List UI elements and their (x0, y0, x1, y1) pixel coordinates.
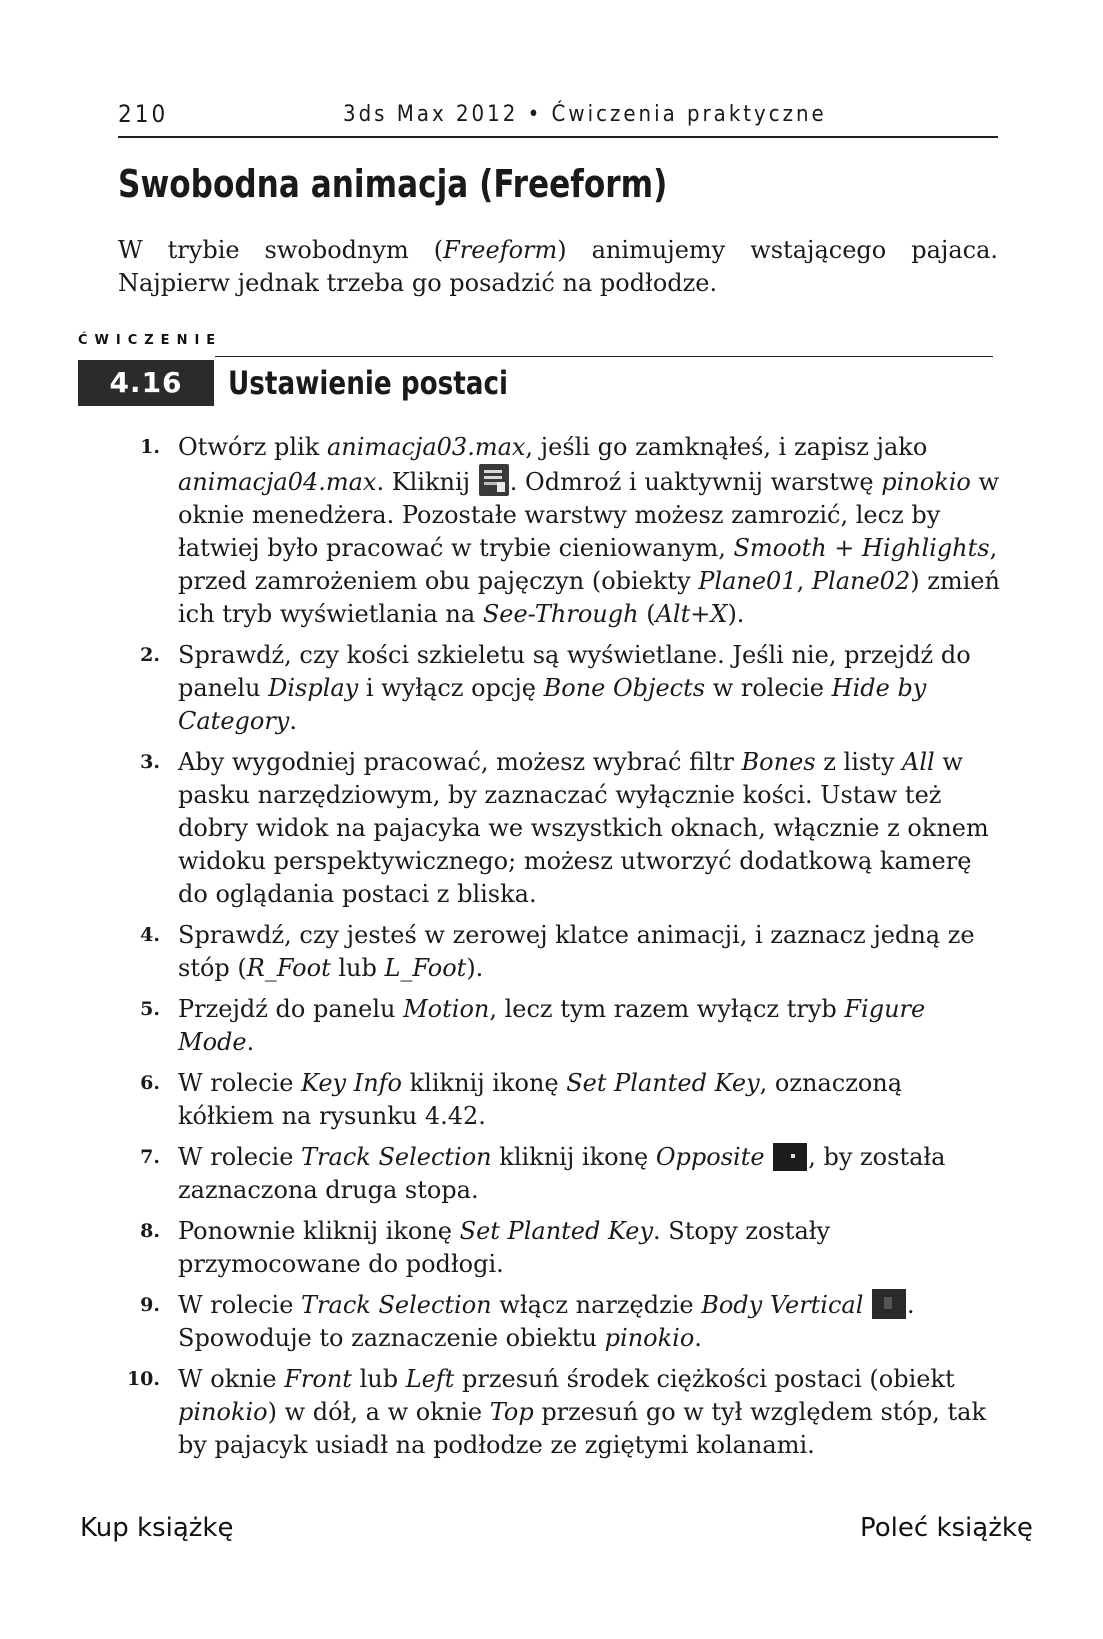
italic-term: Smooth + Highlights (733, 534, 990, 562)
text-run: ). (466, 954, 484, 982)
italic-term: animacja03.max (326, 433, 526, 461)
text-run: , oznaczoną kółkiem na rysunku 4.42. (178, 1069, 903, 1130)
text-run: Otwórz plik (178, 433, 327, 461)
text-run: z listy (815, 748, 903, 776)
intro-paragraph (118, 234, 998, 300)
step-number: 1. (140, 436, 160, 458)
exercise-title: Ustawienie postaci (228, 364, 509, 402)
text-run: ) zmień ich tryb wyświetlania na (178, 567, 1000, 628)
step-item (130, 1067, 1000, 1133)
italic-term: Set Planted Key (566, 1069, 760, 1097)
step-number: 2. (140, 644, 160, 666)
text-run: W rolecie (178, 1143, 302, 1171)
step-item (130, 1289, 1000, 1355)
italic-term: Front (284, 1365, 352, 1393)
step-item (126, 1363, 1000, 1462)
unfreeze-layer-icon (479, 464, 509, 496)
italic-term: Opposite (655, 1143, 765, 1171)
step-number: 7. (140, 1146, 160, 1168)
text-run: lub (351, 1365, 406, 1393)
step-text (178, 433, 1000, 628)
section-title: Swobodna animacja (Freeform) (118, 162, 668, 206)
text-run: . Odmroź i uaktywnij warstwę (509, 468, 882, 496)
step-text (178, 641, 971, 735)
italic-term: animacja04.max (178, 468, 377, 496)
text-run: kliknij ikonę (402, 1069, 567, 1097)
italic-term: Hide by Category (178, 674, 927, 735)
exercise-label: ĆWICZENIE (78, 333, 223, 348)
italic-term: Display (268, 674, 359, 702)
step-item (130, 1215, 1000, 1281)
step-number: 8. (140, 1220, 160, 1242)
text-run: . (246, 1028, 255, 1056)
book-title: 3ds Max 2012 • Ćwiczenia praktyczne (343, 102, 827, 127)
step-item (130, 919, 1000, 985)
recommend-book-link[interactable]: Poleć książkę (860, 1513, 1033, 1543)
step-text (178, 1143, 945, 1204)
italic-term: pinokio (178, 1398, 268, 1426)
italic-term: pinokio (604, 1324, 695, 1352)
step-text (178, 995, 925, 1056)
italic-term: L_Foot (384, 954, 467, 982)
italic-term: Freeform (443, 236, 558, 264)
text-run: , (796, 567, 812, 595)
step-number: 3. (140, 751, 160, 773)
text-run: w rolecie (705, 674, 832, 702)
text-run: W oknie (178, 1365, 285, 1393)
italic-term: Track Selection (301, 1143, 492, 1171)
text-run: przesuń środek ciężkości postaci (obiekt (454, 1365, 955, 1393)
italic-term: Top (489, 1398, 534, 1426)
italic-term: Set Planted Key (459, 1217, 654, 1245)
step-number: 4. (140, 924, 160, 946)
running-header (118, 98, 998, 138)
step-text (178, 748, 989, 908)
text-run: , lecz tym razem wyłącz tryb (489, 995, 845, 1023)
italic-term: Bone Objects (543, 674, 706, 702)
text-run: włącz narzędzie (491, 1291, 702, 1319)
italic-term: pinokio (881, 468, 971, 496)
body-vertical-icon (872, 1289, 906, 1319)
italic-term: Plane02 (811, 567, 911, 595)
italic-term: Track Selection (301, 1291, 492, 1319)
text-run (765, 1143, 773, 1171)
text-run: Aby wygodniej pracować, możesz wybrać filtr (178, 748, 742, 776)
text-run: . Kliknij (376, 468, 478, 496)
step-text (178, 1291, 915, 1352)
step-item (130, 1141, 1000, 1207)
italic-term: R_Foot (246, 954, 331, 982)
italic-term: Motion (403, 995, 490, 1023)
text-run: i wyłącz opcję (358, 674, 544, 702)
text-run: ( (638, 600, 656, 628)
text-run: , przed zamrożeniem obu pajęczyn (obiekty (178, 534, 998, 595)
steps-list (126, 431, 1000, 1470)
step-number: 6. (140, 1072, 160, 1094)
step-item (130, 639, 1000, 738)
italic-term: Alt+X (655, 600, 728, 628)
step-item (130, 993, 1000, 1059)
text-run: ) w dół, a w oknie (267, 1398, 490, 1426)
text-run: . (694, 1324, 702, 1352)
step-text (178, 1365, 986, 1459)
text-run (863, 1291, 871, 1319)
text-run: ). (727, 600, 745, 628)
italic-term: Plane01 (698, 567, 797, 595)
text-run: Sprawdź, czy kości szkieletu są wyświetlane. Jeśli nie, przejdź do panelu (178, 641, 971, 702)
step-text (178, 1069, 902, 1130)
text-run: ) animujemy wstającego pajaca. Najpierw jednak trzeba go posadzić na podłodze. (118, 236, 999, 297)
text-run: w oknie menedżera. Pozostałe warstwy możesz zamrozić, lecz by łatwiej było pracować w trybie cieniowanym, (178, 468, 1000, 562)
step-number: 9. (140, 1294, 160, 1316)
text-run: . Spowoduje to zaznaczenie obiektu (178, 1291, 915, 1352)
text-run: Ponownie kliknij ikonę (178, 1217, 460, 1245)
text-run: kliknij ikonę (491, 1143, 656, 1171)
italic-term: Key Info (301, 1069, 402, 1097)
step-text (178, 921, 975, 982)
text-run: . Stopy zostały przymocowane do podłogi. (178, 1217, 831, 1278)
text-run: , by została zaznaczona druga stopa. (178, 1143, 946, 1204)
buy-book-link[interactable]: Kup książkę (80, 1513, 234, 1543)
text-run: w pasku narzędziowym, by zaznaczać wyłącznie kości. Ustaw też dobry widok na pajacyka we wszystkich oknach, włącznie z oknem widoku perspektywicznego; możesz utworzyć dodatkową kamerę do oglądania postaci z bliska. (178, 748, 989, 908)
italic-term: See-Through (482, 600, 639, 628)
exercise-number: 4.16 (78, 360, 214, 406)
text-run: lub (330, 954, 385, 982)
text-run: . (289, 707, 298, 735)
step-number: 5. (140, 998, 160, 1020)
text-run: Sprawdź, czy jesteś w zerowej klatce animacji, i zaznacz jedną ze stóp ( (178, 921, 975, 982)
text-run: Przejdź do panelu (178, 995, 404, 1023)
step-item (130, 746, 1000, 911)
italic-term: All (902, 748, 935, 776)
text-run: , jeśli go zamknąłeś, i zapisz jako (525, 433, 928, 461)
italic-term: Body Vertical (701, 1291, 864, 1319)
text-run: W trybie swobodnym ( (118, 236, 444, 264)
exercise-rule (215, 356, 993, 357)
italic-term: Bones (741, 748, 816, 776)
italic-term: Left (405, 1365, 455, 1393)
text-run: W rolecie (178, 1069, 302, 1097)
step-text (178, 1217, 830, 1278)
step-number: 10. (126, 1368, 160, 1390)
italic-term: Figure Mode (178, 995, 926, 1056)
opposite-icon (773, 1143, 807, 1171)
text-run: przesuń go w tył względem stóp, tak by pajacyk usiadł na podłodze ze zgiętymi kolanami. (178, 1398, 986, 1459)
page-number: 210 (118, 100, 169, 128)
step-item (130, 431, 1000, 631)
text-run: W rolecie (178, 1291, 302, 1319)
